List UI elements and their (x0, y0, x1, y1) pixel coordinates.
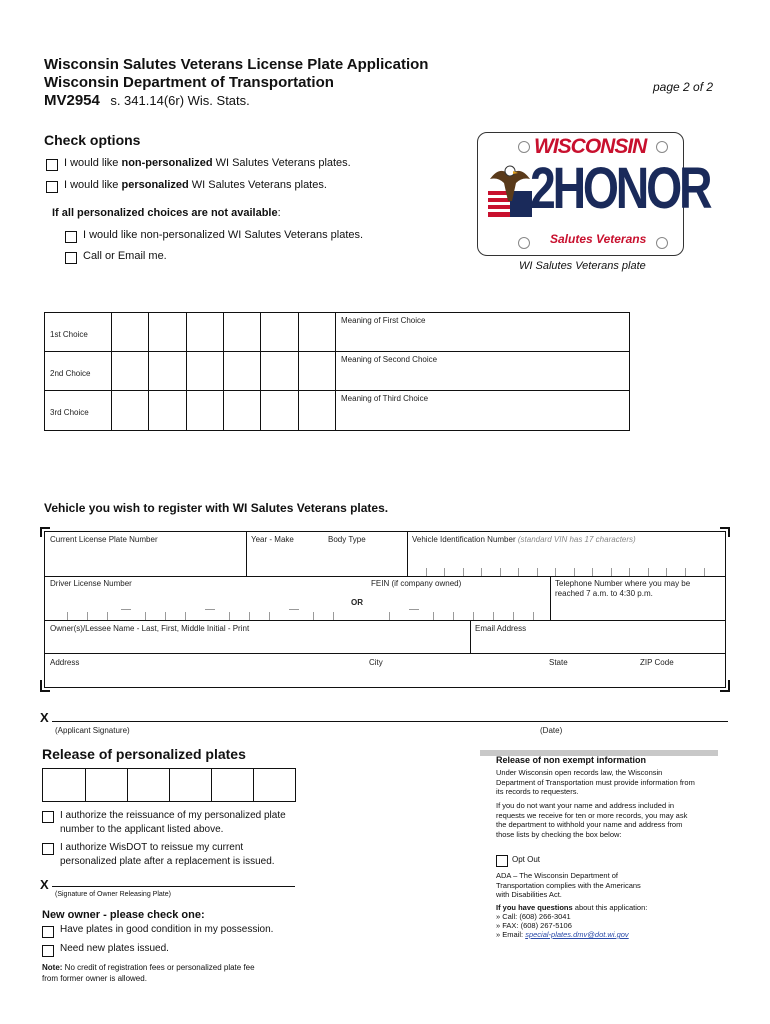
tick (555, 568, 556, 576)
tick (473, 612, 474, 620)
plate-caption: WI Salutes Veterans plate (519, 260, 646, 272)
meaning-divider (335, 313, 336, 430)
dash (289, 609, 299, 610)
char-divider (148, 313, 149, 430)
choice-label: 1st Choice (50, 330, 88, 339)
driver-license-field[interactable]: Driver License Number (50, 579, 132, 588)
tick (533, 612, 534, 620)
dash (205, 609, 215, 610)
char-divider (298, 313, 299, 430)
fein-ticks (371, 590, 541, 620)
row-divider (45, 390, 629, 391)
vin-field[interactable]: Vehicle Identification Number (standard VIN has 17 characters) (412, 535, 636, 544)
col-divider (550, 576, 551, 620)
applicant-signature-label: (Applicant Signature) (55, 726, 130, 735)
choice-label: 2nd Choice (50, 369, 91, 378)
tick (249, 612, 250, 620)
cell-divider (169, 769, 170, 801)
form-number: MV2954 (44, 92, 100, 109)
signature-x: X (40, 710, 49, 725)
department-name: Wisconsin Department of Transportation (44, 74, 334, 91)
tick (648, 568, 649, 576)
tick (513, 612, 514, 620)
char-divider (223, 313, 224, 430)
tick (453, 612, 454, 620)
license-plate-image (477, 132, 710, 256)
authorize-wisdot-label: I authorize WisDOT to reissue my current personalized plate after a replacement is issued. (60, 842, 275, 867)
form-id (44, 92, 250, 110)
choice-label: 3rd Choice (50, 408, 89, 417)
release-signature-x: X (40, 877, 49, 892)
corner-mark (720, 690, 730, 692)
plate-bolt-icon (656, 141, 668, 153)
tick (704, 568, 705, 576)
withhold-text: If you do not want your name and address included in requests we receive for ten or more records, you may ask the department to withhold your name and address from those lists by checking the box below: (496, 801, 688, 839)
tick (145, 612, 146, 620)
plate-bolt-icon (518, 141, 530, 153)
personalized-checkbox[interactable] (46, 181, 58, 193)
zip-field[interactable]: ZIP Code (640, 658, 674, 667)
tick (269, 612, 270, 620)
plate-slogan: Salutes Veterans (550, 232, 647, 246)
row-divider (45, 653, 725, 654)
tick (433, 612, 434, 620)
release-plate-cells[interactable] (42, 768, 296, 802)
tick (481, 568, 482, 576)
tick (592, 568, 593, 576)
dash (409, 609, 419, 610)
vehicle-heading: Vehicle you wish to register with WI Salutes Veterans plates. (44, 501, 389, 515)
plate-state: WISCONSIN (534, 135, 647, 158)
tick (107, 612, 108, 620)
label-divider (111, 313, 112, 430)
tick (165, 612, 166, 620)
release-note: Note: No credit of registration fees or personalized plate fee from former owner is allowed. (42, 963, 255, 983)
state-field[interactable]: State (549, 658, 568, 667)
corner-mark (40, 690, 50, 692)
email-line: » Email: special-plates.dmv@dot.wi.gov (496, 930, 629, 939)
non-exempt-heading: Release of non exempt information (496, 755, 647, 765)
have-plates-checkbox[interactable] (42, 926, 54, 938)
vin-ticks (408, 546, 724, 576)
tick (611, 568, 612, 576)
year-make-field[interactable]: Year - Make (251, 535, 294, 544)
tick (444, 568, 445, 576)
have-plates-label: Have plates in good condition in my possession. (60, 924, 274, 935)
meaning-label: Meaning of Second Choice (341, 355, 438, 364)
form-title: Wisconsin Salutes Veterans License Plate Application (44, 56, 429, 73)
opt-out-checkbox[interactable] (496, 855, 508, 867)
tick (685, 568, 686, 576)
call-or-email-label: Call or Email me. (83, 250, 167, 262)
personalized-label: I would like personalized WI Salutes Veterans plates. (64, 179, 327, 191)
opt-out-label: Opt Out (512, 855, 541, 864)
dash (121, 609, 131, 610)
authorize-reissue-label: I authorize the reissuance of my personalized plate number to the applicant listed above. (60, 810, 286, 835)
authorize-reissue-checkbox[interactable] (42, 811, 54, 823)
col-divider (246, 532, 247, 576)
body-type-field[interactable]: Body Type (328, 535, 366, 544)
cell-divider (211, 769, 212, 801)
need-plates-label: Need new plates issued. (60, 943, 169, 954)
applicant-signature-line[interactable] (52, 721, 728, 722)
telephone-field[interactable]: Telephone Number where you may be reached 7 a.m. to 4:30 p.m. (555, 579, 691, 598)
ada-text: ADA – The Wisconsin Department of Transportation complies with the Americans with Disabilities Act. (496, 871, 641, 899)
questions-text: If you have questions about this application: (496, 903, 648, 912)
tick (185, 612, 186, 620)
non-personalized-checkbox[interactable] (46, 159, 58, 171)
dl-ticks (45, 590, 345, 620)
fein-field[interactable]: FEIN (if company owned) (371, 579, 462, 588)
tick (518, 568, 519, 576)
char-divider (260, 313, 261, 430)
tick (574, 568, 575, 576)
tick (426, 568, 427, 576)
email-link[interactable]: special-plates.dmv@dot.wi.gov (525, 930, 629, 939)
non-personalized-label: I would like non-personalized WI Salutes Veterans plates. (64, 157, 351, 169)
tick (463, 568, 464, 576)
cell-divider (85, 769, 86, 801)
statute: s. 341.14(6r) Wis. Stats. (110, 93, 250, 108)
fallback-non-personalized-label: I would like non-personalized WI Salutes Veterans plates. (83, 229, 364, 241)
row-divider (45, 576, 725, 577)
tick (229, 612, 230, 620)
check-options-heading: Check options (44, 132, 141, 148)
city-field[interactable]: City (369, 658, 383, 667)
new-owner-heading: New owner - please check one: (42, 909, 205, 921)
tick (389, 612, 390, 620)
eagle-flag-icon (486, 161, 534, 221)
tick (67, 612, 68, 620)
call-or-email-checkbox[interactable] (65, 252, 77, 264)
tick (537, 568, 538, 576)
release-heading: Release of personalized plates (42, 746, 246, 762)
plate-bolt-icon (656, 237, 668, 249)
row-divider (45, 620, 725, 621)
corner-mark (40, 527, 50, 529)
fax-number: » FAX: (608) 267-5106 (496, 921, 572, 930)
corner-mark (720, 527, 730, 529)
release-signature-line[interactable] (52, 886, 295, 887)
meaning-label: Meaning of Third Choice (341, 394, 429, 403)
need-plates-checkbox[interactable] (42, 945, 54, 957)
cell-divider (253, 769, 254, 801)
call-number: » Call: (608) 266-3041 (496, 912, 571, 921)
tick (87, 612, 88, 620)
current-plate-field[interactable]: Current License Plate Number (50, 535, 158, 544)
col-divider (470, 620, 471, 653)
fallback-heading: If all personalized choices are not available: (52, 207, 281, 219)
cell-divider (127, 769, 128, 801)
plate-number: 2HONOR (530, 156, 710, 221)
open-records-text: Under Wisconsin open records law, the Wisconsin Department of Transportation must provide information from its records to requesters. (496, 768, 695, 796)
email-field[interactable]: Email Address (475, 624, 527, 633)
owner-name-field[interactable]: Owner(s)/Lessee Name - Last, First, Middle Initial - Print (50, 624, 250, 633)
fallback-non-personalized-checkbox[interactable] (65, 231, 77, 243)
char-divider (186, 313, 187, 430)
row-divider (45, 351, 629, 352)
date-label: (Date) (540, 726, 563, 735)
tick (666, 568, 667, 576)
tick (500, 568, 501, 576)
or-label: OR (351, 598, 363, 607)
tick (313, 612, 314, 620)
meaning-label: Meaning of First Choice (341, 316, 426, 325)
vehicle-info-grid (44, 531, 726, 688)
tick (493, 612, 494, 620)
release-signature-label: (Signature of Owner Releasing Plate) (55, 891, 171, 898)
tick (629, 568, 630, 576)
page-number: page 2 of 2 (653, 80, 714, 94)
address-field[interactable]: Address (50, 658, 80, 667)
plate-bolt-icon (518, 237, 530, 249)
plate-choices-grid (44, 312, 630, 431)
authorize-wisdot-checkbox[interactable] (42, 843, 54, 855)
tick (333, 612, 334, 620)
